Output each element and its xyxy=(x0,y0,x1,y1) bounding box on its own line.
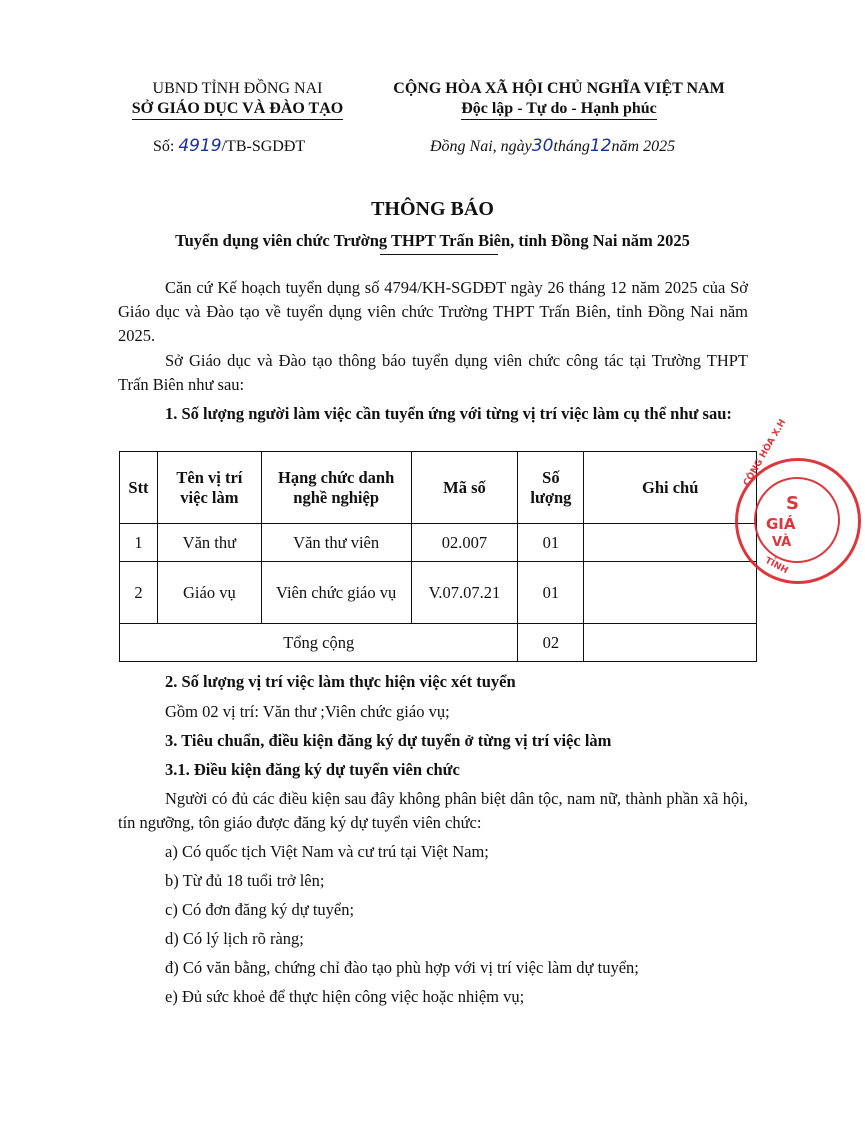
section-3-1-heading: 3.1. Điều kiện đăng ký dự tuyển viên chức xyxy=(165,760,460,779)
section-2-text: Gồm 02 vị trí: Văn thư ;Viên chức giáo vụ; xyxy=(165,702,450,721)
motto: Độc lập - Tự do - Hạnh phúc xyxy=(370,99,748,120)
section-3-heading: 3. Tiêu chuẩn, điều kiện đăng ký dự tuyển ở từng vị trí việc làm xyxy=(165,731,612,750)
national-motto-block xyxy=(370,79,748,120)
page-subtitle: Tuyển dụng viên chức Trường THPT Trấn Biên, tỉnh Đồng Nai năm 2025 xyxy=(175,231,690,250)
handwritten-number: 4919 xyxy=(178,136,222,156)
condition-item: e) Đủ sức khoẻ để thực hiện công việc hoặc nhiệm vụ; xyxy=(165,987,525,1006)
table-header-row xyxy=(120,452,757,524)
table-row: 1 Văn thư Văn thư viên 02.007 01 xyxy=(120,524,757,562)
section-2-heading: 2. Số lượng vị trí việc làm thực hiện việc xét tuyển xyxy=(165,672,516,691)
table-row: 2 Giáo vụ Viên chức giáo vụ V.07.07.21 01 xyxy=(120,562,757,624)
condition-item: đ) Có văn bằng, chứng chỉ đào tạo phù hợp với vị trí việc làm dự tuyển; xyxy=(165,958,639,977)
agency-block xyxy=(95,79,380,120)
agency-name: SỞ GIÁO DỤC VÀ ĐÀO TẠO xyxy=(95,99,380,120)
condition-item: b) Từ đủ 18 tuổi trở lên; xyxy=(165,871,325,890)
condition-item: d) Có lý lịch rõ ràng; xyxy=(165,929,304,948)
page-title: THÔNG BÁO xyxy=(371,198,494,220)
condition-item: a) Có quốc tịch Việt Nam và cư trú tại Việt Nam; xyxy=(165,842,489,861)
section-1-heading: 1. Số lượng người làm việc cần tuyển ứng với từng vị trí việc làm cụ thể như sau: xyxy=(165,404,732,423)
condition-item: c) Có đơn đăng ký dự tuyển; xyxy=(165,900,355,919)
handwritten-day: 30 xyxy=(531,136,554,156)
table-total-row xyxy=(120,624,757,662)
official-stamp: CỘNG HÒA X.H S GIÁ VÀ TỈNH xyxy=(735,458,861,584)
title-rule xyxy=(380,254,498,255)
intro-paragraph-2: Sở Giáo dục và Đào tạo thông báo tuyển dụng viên chức công tác tại Trường THPT Trấn Biên như sau: xyxy=(118,351,748,394)
header-quantity: Số lượng xyxy=(518,452,584,524)
recruitment-table xyxy=(119,451,757,662)
header-stt: Stt xyxy=(120,452,158,524)
header-code: Mã số xyxy=(411,452,518,524)
section-3-1-text: Người có đủ các điều kiện sau đây không phân biệt dân tộc, nam nữ, thành phần xã hội, tín ngưỡng, tôn giáo được đăng ký dự tuyển viên chức: xyxy=(118,789,748,832)
document-date: Đồng Nai, ngày30tháng12năm 2025 xyxy=(430,136,676,156)
header-rank: Hạng chức danh nghề nghiệp xyxy=(261,452,411,524)
header-notes: Ghi chú xyxy=(584,452,757,524)
total-label: Tổng cộng xyxy=(120,624,518,662)
agency-parent: UBND TỈNH ĐỒNG NAI xyxy=(152,80,323,97)
country-name: CỘNG HÒA XÃ HỘI CHỦ NGHĨA VIỆT NAM xyxy=(393,80,725,97)
intro-paragraph-1: Căn cứ Kế hoạch tuyển dụng số 4794/KH-SGDĐT ngày 26 tháng 12 năm 2025 của Sở Giáo dục và Đào tạo về tuyển dụng viên chức Trường THPT Trấn Biên, tỉnh Đồng Nai năm 2025. xyxy=(118,278,748,345)
total-value: 02 xyxy=(518,624,584,662)
document-number: Số: 4919/TB-SGDĐT xyxy=(153,136,306,156)
header-position: Tên vị trí việc làm xyxy=(157,452,261,524)
handwritten-month: 12 xyxy=(589,136,612,156)
